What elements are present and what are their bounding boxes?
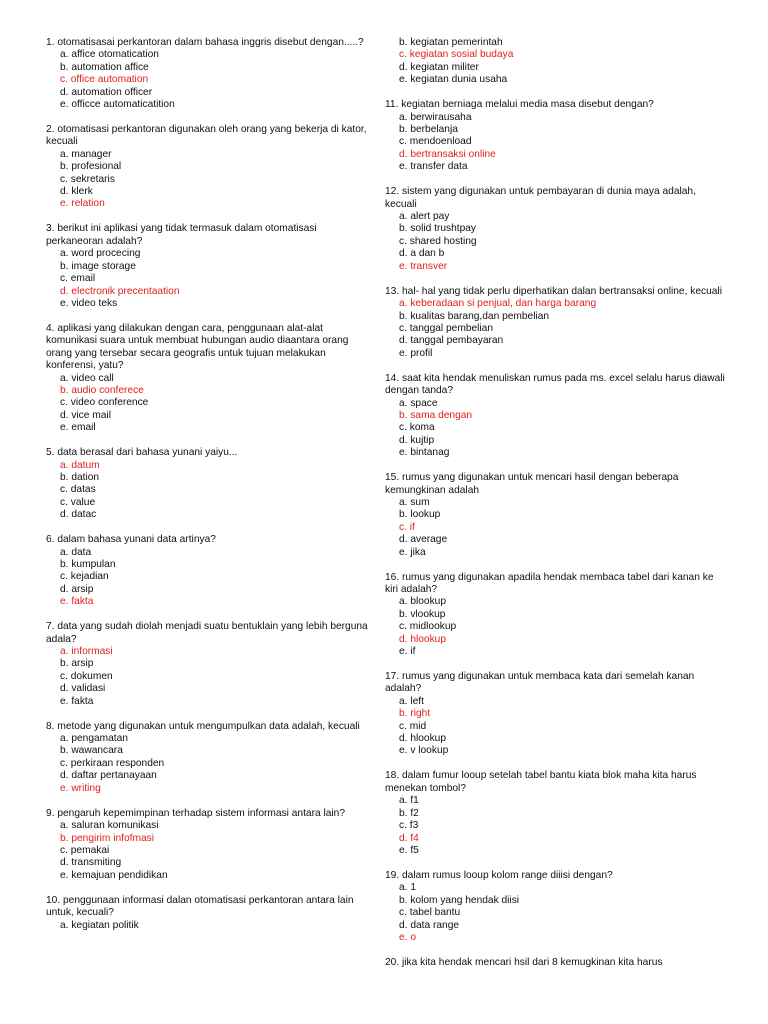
option-list [385, 112, 725, 174]
option-list [46, 820, 374, 882]
question-block [385, 957, 725, 969]
option: d. automation officer [60, 86, 153, 98]
question-text: 6. dalam bahasa yunani data artinya? [46, 534, 216, 546]
option: e. officce automaticatition [60, 99, 175, 111]
option: b. image storage [60, 260, 136, 272]
question-text: 16. rumus yang digunakan apadila hendak membaca tabel dari kanan ke kiri adalah? [385, 571, 714, 595]
option-correct: d. electronik precentaation [60, 285, 180, 297]
question-block [385, 186, 725, 273]
question-block [46, 621, 374, 708]
option-correct: b. right [399, 708, 431, 720]
question-block [385, 99, 725, 173]
continued-options [385, 37, 725, 87]
question-block [46, 124, 374, 211]
option-list [385, 37, 725, 87]
option-correct: c. office automation [60, 74, 149, 86]
option-list [46, 248, 374, 310]
question-text: 11. kegiatan berniaga melalui media masa disebut dengan? [385, 99, 654, 111]
question-text: 4. aplikasi yang dilakukan dengan cara, penggunaan alat-alat komunikasi suara untuk membuat hubungan audio diaantara orang orang yang tersebar secara geografis untuk tujuan melakukan konferensi, yatu? [46, 322, 349, 372]
option-correct: e. relation [60, 198, 105, 210]
option: c. midlookup [399, 621, 457, 633]
question-block [46, 447, 374, 521]
option: c. mendoenload [399, 136, 472, 148]
option: d. data range [399, 919, 460, 931]
option: c. dokumen [60, 670, 113, 682]
option: b. kolom yang hendak diisi [399, 894, 520, 906]
option: d. kegiatan militer [399, 61, 479, 73]
question-block [385, 286, 725, 360]
option: d. tanggal pembayaran [399, 335, 504, 347]
option: a. 1 [399, 882, 416, 894]
option: c. value [60, 496, 96, 508]
option-correct: b. audio conferece [60, 384, 144, 396]
option: a. berwirausaha [399, 111, 472, 123]
question-text: 18. dalam fumur looup setelah tabel bantu kiata blok maha kita harus menekan tombol? [385, 770, 697, 794]
option-list [46, 460, 374, 522]
option: c. sekretaris [60, 173, 115, 185]
option-list [46, 149, 374, 211]
option-correct: e. o [399, 931, 416, 943]
question-text: 15. rumus yang digunakan untuk mencari hasil dengan beberapa kemungkinan adalah [385, 472, 679, 496]
option: e. profil [399, 347, 433, 359]
option-list [46, 49, 374, 111]
option: a. video call [60, 372, 114, 384]
question-text: 20. jika kita hendak mencari hsil dari 8 kemugkinan kita harus [385, 956, 663, 968]
question-text: 5. data berasal dari bahasa yunani yaiyu... [46, 447, 238, 459]
question-block [46, 895, 374, 932]
question-text: 10. penggunaan informasi dalan otomatisasi perkantoran antara lain untuk, kecuali? [46, 894, 354, 919]
option-list [385, 497, 725, 559]
option: c. video conference [60, 397, 149, 409]
question-text: 12. sistem yang digunakan untuk pembayaran di dunia maya adalah, kecuali [385, 186, 696, 210]
option-correct: d. hlookup [399, 633, 447, 645]
option-correct: e. writing [60, 782, 101, 794]
question-text: 1. otomatisasai perkantoran dalam bahasa inggris disebut dengan.....? [46, 37, 364, 48]
option-correct: c. if [399, 521, 415, 533]
option: a. kegiatan politik [60, 919, 139, 931]
question-block [385, 770, 725, 857]
option: c. mid [399, 720, 427, 732]
option: b. vlookup [399, 608, 446, 620]
option: c. tanggal pembelian [399, 322, 494, 334]
option: a. left [399, 695, 424, 707]
option: d. daftar pertanayaan [60, 770, 157, 782]
question-text: 3. berikut ini aplikasi yang tidak termasuk dalam otomatisasi perkaneoran adalah? [46, 223, 317, 247]
question-text: 8. metode yang digunakan untuk mengumpulkan data adalah, kecuali [46, 720, 360, 732]
option: a. saluran komunikasi [60, 820, 159, 832]
option: a. affice otomatication [60, 49, 159, 61]
question-block [385, 671, 725, 758]
option: b. dation [60, 471, 100, 483]
option: d. kujtip [399, 434, 435, 446]
option-correct: c. kegiatan sosial budaya [399, 49, 514, 61]
option: b. automation affice [60, 61, 149, 73]
option: d. vice mail [60, 409, 111, 421]
option: e. email [60, 422, 96, 434]
option-correct: a. datum [60, 459, 100, 471]
option-list [46, 373, 374, 435]
option: a. alert pay [399, 211, 450, 223]
option-list [385, 696, 725, 758]
option-correct: a. informasi [60, 646, 113, 658]
option: d. klerk [60, 186, 93, 198]
option-list [46, 733, 374, 795]
question-text: 19. dalam rumus looup kolom range diiisi dengan? [385, 869, 613, 881]
option: c. email [60, 273, 96, 285]
option: d. hlookup [399, 733, 447, 745]
option: d. datac [60, 509, 97, 521]
option: b. profesional [60, 161, 122, 173]
question-block [46, 37, 374, 111]
option: c. f3 [399, 820, 419, 832]
option: a. manager [60, 148, 112, 160]
option-list [46, 547, 374, 609]
question-block [385, 373, 725, 460]
question-text: 7. data yang sudah diolah menjadi suatu bentuklain yang lebih berguna adala? [46, 621, 368, 645]
option: c. kejadian [60, 571, 109, 583]
option: b. solid trushtpay [399, 223, 477, 235]
option: e. if [399, 646, 416, 658]
option-list [385, 211, 725, 273]
option: d. arsip [60, 583, 94, 595]
question-block [385, 472, 725, 559]
option-list [385, 795, 725, 857]
option: e. v lookup [399, 745, 449, 757]
option: e. transfer data [399, 161, 468, 173]
option: e. video teks [60, 297, 118, 309]
option: b. kumpulan [60, 559, 116, 570]
option-list [46, 646, 374, 708]
option: b. lookup [399, 509, 441, 521]
option: c. tabel bantu [399, 907, 461, 919]
option: c. shared hosting [399, 235, 477, 247]
option-correct: d. f4 [399, 832, 419, 844]
left-column [46, 37, 374, 945]
right-column [385, 37, 725, 982]
option: b. f2 [399, 807, 419, 819]
option: c. pemakai [60, 844, 110, 856]
option: e. f5 [399, 844, 419, 856]
option-correct: d. bertransaksi online [399, 148, 496, 160]
option: e. fakta [60, 695, 94, 707]
option: b. arsip [60, 658, 94, 670]
question-text: 14. saat kita hendak menuliskan rumus pada ms. excel selalu harus diawali dengan tanda? [385, 372, 725, 397]
option: a. word procecing [60, 248, 141, 260]
option: e. kemajuan pendidikan [60, 869, 168, 881]
option-correct: e. fakta [60, 596, 94, 608]
option: b. wawancara [60, 745, 123, 757]
option-list [385, 298, 725, 360]
option: c. perkiraan responden [60, 757, 165, 769]
option-list [385, 596, 725, 658]
option: a. pengamatan [60, 733, 128, 745]
option: a. data [60, 546, 92, 558]
option-list [385, 882, 725, 944]
question-block [46, 534, 374, 608]
question-text: 17. rumus yang digunakan untuk membaca kata dari semelah kanan adalah? [385, 671, 695, 695]
option: a. blookup [399, 596, 447, 608]
option: d. average [399, 534, 448, 546]
question-block [385, 870, 725, 944]
option: b. berbelanja [399, 124, 458, 136]
option: e. bintanag [399, 447, 450, 459]
question-block [46, 223, 374, 310]
option: c. datas [60, 484, 96, 496]
option: d. transmiting [60, 857, 122, 869]
option-correct: a. keberadaan si penjual, dan harga barang [399, 298, 597, 310]
option: d. validasi [60, 683, 106, 695]
question-text: 13. hal- hal yang tidak perlu diperhatikan dalan bertransaksi online, kecuali [385, 285, 722, 297]
option-correct: b. pengirim infofmasi [60, 832, 154, 844]
question-block [46, 323, 374, 435]
option-correct: b. sama dengan [399, 409, 473, 421]
option: b. kualitas barang,dan pembelian [399, 310, 550, 322]
option-list [385, 398, 725, 460]
option: c. koma [399, 422, 435, 434]
option: e. jika [399, 546, 426, 558]
option: a. sum [399, 496, 430, 508]
option: e. kegiatan dunia usaha [399, 74, 508, 86]
question-block [46, 721, 374, 795]
option-list [46, 920, 374, 932]
option-correct: e. transver [399, 260, 448, 272]
option: a. f1 [399, 795, 419, 807]
question-text: 9. pengaruh kepemimpinan terhadap sistem informasi antara lain? [46, 807, 346, 819]
option: a. space [399, 397, 438, 409]
option: d. a dan b [399, 248, 445, 260]
option: b. kegiatan pemerintah [399, 37, 503, 48]
question-text: 2. otomatisasi perkantoran digunakan oleh orang yang bekerja di kator, kecuali [46, 124, 367, 148]
question-block [385, 572, 725, 659]
question-block [46, 808, 374, 882]
